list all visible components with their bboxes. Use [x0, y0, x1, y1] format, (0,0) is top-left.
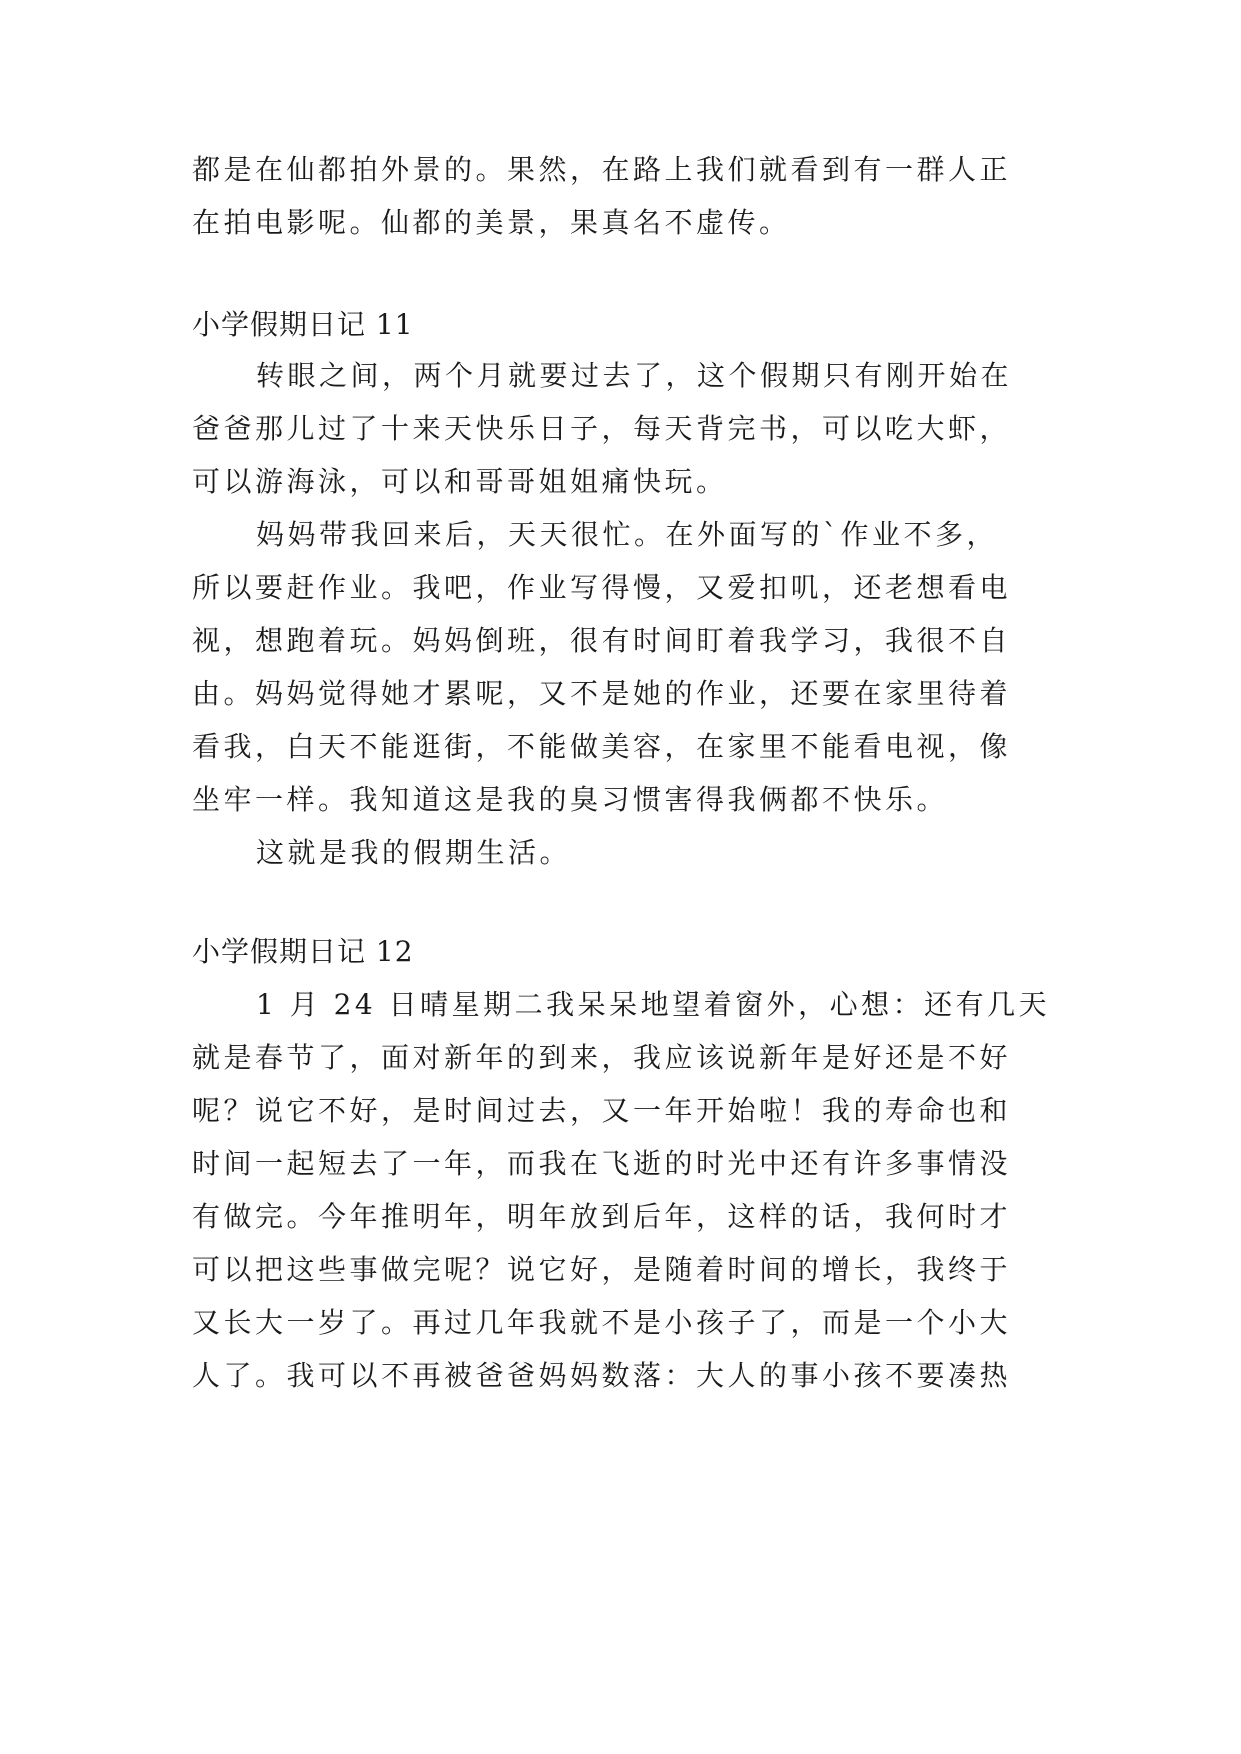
paragraph-line: 1 月 24 日晴星期二我呆呆地望着窗外，心想：还有几天: [256, 988, 1051, 1021]
paragraph-line: 人了。我可以不再被爸爸妈妈数落：大人的事小孩不要凑热: [192, 1359, 1012, 1392]
paragraph-line: 坐牢一样。我知道这是我的臭习惯害得我俩都不快乐。: [192, 783, 949, 816]
intro-line: 都是在仙都拍外景的。果然，在路上我们就看到有一群人正: [192, 153, 1012, 186]
paragraph-line: 时间一起短去了一年，而我在飞逝的时光中还有许多事情没: [192, 1147, 1012, 1180]
paragraph-line: 爸爸那儿过了十来天快乐日子，每天背完书，可以吃大虾，: [192, 412, 1012, 445]
intro-line: 在拍电影呢。仙都的美景，果真名不虚传。: [192, 206, 791, 239]
paragraph-line: 所以要赶作业。我吧，作业写得慢，又爱扣叽，还老想看电: [192, 571, 1012, 604]
paragraph-line: 看我，白天不能逛街，不能做美容，在家里不能看电视，像: [192, 730, 1012, 763]
paragraph-line: 有做完。今年推明年，明年放到后年，这样的话，我何时才: [192, 1200, 1012, 1233]
paragraph-line: 可以游海泳，可以和哥哥姐姐痛快玩。: [192, 465, 728, 498]
paragraph-line: 由。妈妈觉得她才累呢，又不是她的作业，还要在家里待着: [192, 677, 1012, 710]
diary-12-title: 小学假期日记 12: [192, 935, 414, 968]
paragraph-line: 视，想跑着玩。妈妈倒班，很有时间盯着我学习，我很不自: [192, 624, 1012, 657]
paragraph-line: 又长大一岁了。再过几年我就不是小孩子了，而是一个小大: [192, 1306, 1012, 1339]
paragraph-line: 妈妈带我回来后，天天很忙。在外面写的`作业不多，: [256, 518, 999, 551]
paragraph-line: 就是春节了，面对新年的到来，我应该说新年是好还是不好: [192, 1041, 1012, 1074]
paragraph-line: 呢？说它不好，是时间过去，又一年开始啦！我的寿命也和: [192, 1094, 1012, 1127]
diary-11-title: 小学假期日记 11: [192, 308, 414, 341]
paragraph-line: 转眼之间，两个月就要过去了，这个假期只有刚开始在: [256, 359, 1013, 392]
paragraph-line: 可以把这些事做完呢？说它好，是随着时间的增长，我终于: [192, 1253, 1012, 1286]
paragraph-line: 这就是我的假期生活。: [256, 836, 572, 869]
